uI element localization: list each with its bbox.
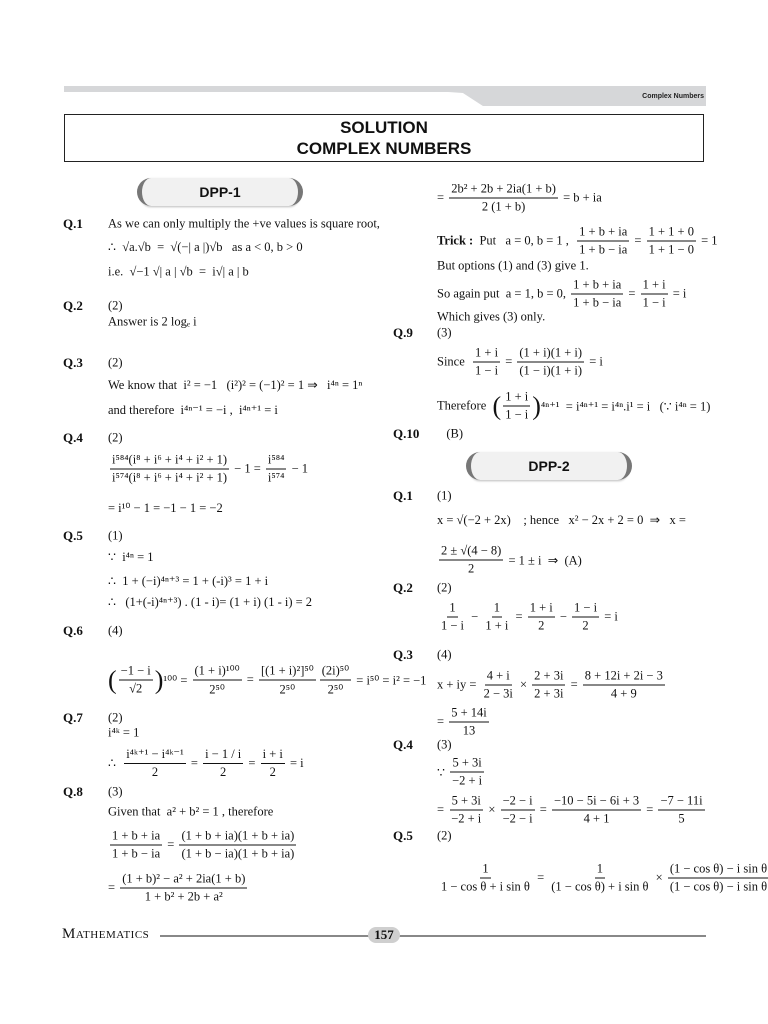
- footer-subject: Mathematics: [62, 926, 150, 942]
- solution-line: [108, 239, 303, 255]
- fraction: [483, 601, 510, 634]
- math-text: (3): [108, 784, 123, 799]
- solution-line: [108, 500, 223, 516]
- solution-line: [108, 217, 380, 232]
- math-text: ×: [652, 870, 666, 885]
- math-text: But options (1) and (3) give 1.: [437, 258, 589, 273]
- math-text: Which gives (3) only.: [437, 309, 546, 324]
- fraction-numerator: 1 + i: [503, 390, 530, 407]
- math-text: =: [164, 837, 178, 852]
- math-text: So again put a = 1, b = 0,: [437, 286, 570, 301]
- math-text: Put a = 0, b = 1 ,: [473, 233, 576, 248]
- question-label: Q.6: [63, 623, 83, 638]
- math-text: = i: [601, 609, 618, 624]
- fraction: [528, 601, 555, 634]
- fraction: [439, 601, 466, 634]
- question-label: Q.1: [393, 488, 413, 503]
- fraction-denominator: √2: [129, 681, 143, 696]
- parenthesis: (: [108, 665, 117, 694]
- dpp-2-heading: DPP-2: [470, 452, 628, 480]
- fraction-numerator: (2i)⁵⁰: [320, 663, 351, 681]
- fraction: [110, 453, 229, 486]
- fraction-numerator: 8 + 12i + 2i − 3: [583, 669, 665, 686]
- math-text: Answer is 2 logₑ i: [108, 314, 197, 329]
- math-text: =: [243, 672, 257, 687]
- math-text: (2): [108, 355, 123, 370]
- math-text: (4): [108, 623, 123, 638]
- fraction-numerator: 4 + i: [485, 669, 512, 686]
- fraction-denominator: 1 + i: [485, 618, 509, 633]
- fraction-numerator: i − 1 / i: [203, 747, 243, 764]
- question-label: Q.1: [63, 216, 83, 231]
- math-text: ⁴ⁿ⁺¹ = i⁴ⁿ⁺¹ = i⁴ⁿ.i¹ = i (∵ i⁴ⁿ = 1): [540, 399, 711, 413]
- solution-line: [437, 259, 589, 274]
- fraction-numerator: −10 − 5i − 6i + 3: [552, 794, 641, 811]
- math-text: = 1 ± i ⇒ (A): [505, 553, 582, 567]
- math-text: (2): [108, 298, 123, 313]
- fraction-numerator: 1: [447, 601, 457, 618]
- fraction-numerator: 5 + 3i: [450, 794, 483, 811]
- fraction: [259, 663, 316, 698]
- solution-line: [108, 453, 308, 486]
- fraction: [517, 346, 584, 379]
- fraction: [552, 794, 641, 827]
- fraction-denominator: 13: [462, 723, 476, 738]
- solution-line: [108, 872, 249, 905]
- math-text: (2): [437, 828, 452, 843]
- solution-line: [437, 669, 667, 702]
- solution-line: [437, 706, 491, 739]
- solution-line: [108, 549, 154, 565]
- fraction-numerator: 1 + b + ia: [571, 278, 623, 295]
- parenthesis: ): [532, 391, 541, 420]
- fraction-numerator: 5 + 14i: [449, 706, 489, 723]
- solution-line: [437, 326, 452, 341]
- fraction: [501, 794, 535, 827]
- question-label: Q.3: [63, 355, 83, 370]
- fraction: [120, 872, 247, 905]
- fraction-denominator: (1 + b − ia)(1 + b + ia): [181, 846, 295, 861]
- math-text: =: [437, 190, 448, 205]
- solution-line: [108, 265, 249, 280]
- math-text: =: [625, 286, 639, 301]
- math-text: (2): [108, 430, 123, 445]
- fraction-denominator: i⁵⁷⁴(i⁸ + i⁶ + i⁴ + i² + 1): [112, 470, 228, 485]
- math-text: = 1: [697, 233, 718, 248]
- question-label: Q.7: [63, 710, 83, 725]
- fraction: [266, 453, 287, 486]
- fraction-denominator: 1 − i: [475, 363, 499, 378]
- fraction: [179, 829, 296, 862]
- math-text: ∴ (1+(-i)⁴ⁿ⁺³) . (1 - i)= (1 + i) (1 - i) = 2: [108, 595, 313, 609]
- math-text: = i: [586, 354, 603, 369]
- math-text: and therefore i⁴ⁿ⁻¹ = −i , i⁴ⁿ⁺¹ = i: [108, 403, 278, 417]
- solution-line: [108, 805, 273, 820]
- math-text: =: [187, 755, 202, 770]
- fraction: [482, 669, 515, 702]
- fraction-numerator: 1 + i: [641, 278, 668, 295]
- fraction-numerator: 1 + i: [528, 601, 555, 618]
- fraction-denominator: 5: [678, 811, 685, 826]
- page-title: [64, 114, 704, 162]
- math-text: i.e. √−1 √| a | √b = i√| a | b: [108, 264, 249, 279]
- fraction-numerator: i⁵⁸⁴(i⁸ + i⁶ + i⁴ + i² + 1): [110, 453, 229, 470]
- fraction-denominator: 1 + b² + 2b + a²: [144, 889, 223, 904]
- math-text: =: [533, 870, 548, 885]
- fraction-denominator: i⁵⁷⁴: [267, 470, 285, 485]
- fraction-numerator: i⁴ᵏ⁺¹ − i⁴ᵏ⁻¹: [124, 746, 186, 764]
- fraction-denominator: 2 − 3i: [483, 686, 513, 701]
- fraction-denominator: 2: [582, 618, 589, 633]
- fraction: [203, 747, 243, 780]
- fraction-denominator: 1 + b − ia: [112, 846, 161, 861]
- math-text: = b + ia: [559, 190, 602, 205]
- fraction: [668, 862, 768, 895]
- solution-line: [108, 315, 197, 330]
- fraction-denominator: 2⁵⁰: [209, 682, 225, 697]
- math-text: − 1 =: [231, 461, 264, 476]
- fraction: [572, 601, 599, 634]
- fraction-denominator: (1 − i)(1 + i): [519, 363, 583, 378]
- fraction-denominator: 2: [468, 561, 475, 576]
- fraction-numerator: 1 + b + ia: [110, 829, 162, 846]
- question-label: Q.5: [63, 528, 83, 543]
- fraction: [583, 669, 665, 702]
- math-text: −: [468, 609, 482, 624]
- math-text: = i: [669, 286, 687, 301]
- fraction-numerator: 1 + i: [473, 346, 500, 363]
- fraction-denominator: 2: [220, 764, 227, 779]
- fraction: [439, 862, 532, 895]
- header-topic: Complex Numbers: [642, 93, 704, 100]
- math-text: ∵: [437, 765, 449, 779]
- fraction-denominator: −2 + i: [452, 773, 483, 788]
- solution-line: [437, 601, 618, 634]
- fraction: [261, 747, 285, 780]
- fraction-denominator: 2 + 3i: [534, 686, 564, 701]
- solution-line: [108, 594, 312, 610]
- math-text: Given that a² + b² = 1 , therefore: [108, 804, 274, 819]
- parenthesis: (: [492, 391, 502, 420]
- solution-line: [108, 573, 268, 589]
- fraction: [571, 278, 623, 311]
- math-text: (4): [437, 647, 452, 662]
- fraction-denominator: 1 − i: [505, 407, 529, 422]
- fraction-denominator: 4 + 1: [583, 811, 610, 826]
- fraction-numerator: 1 − i: [572, 601, 599, 618]
- math-text: (2): [108, 710, 123, 725]
- fraction: [647, 225, 696, 258]
- fraction: [449, 182, 558, 215]
- solution-line: [108, 356, 123, 371]
- math-text: ∴: [108, 756, 123, 770]
- math-text: As we can only multiply the +ve values is square root,: [108, 216, 380, 231]
- fraction-numerator: (1 + b + ia)(1 + b + ia): [179, 829, 296, 846]
- math-text: =: [108, 880, 119, 895]
- solution-line: [108, 785, 123, 800]
- fraction: [549, 862, 650, 895]
- solution-line: [437, 794, 707, 827]
- fraction-denominator: 1 + b − ia: [579, 242, 628, 257]
- math-text: =: [502, 354, 516, 369]
- math-text: ∴ √a.√b = √(−| a |)√b as a < 0, b > 0: [108, 240, 303, 254]
- solution-line: [437, 182, 602, 215]
- math-text: (3): [437, 737, 452, 752]
- fraction: [450, 756, 484, 789]
- solution-line: [108, 663, 426, 698]
- dpp-1-heading: DPP-1: [141, 178, 299, 206]
- fraction-numerator: −7 − 11i: [658, 794, 704, 811]
- fraction-denominator: 1 + 1 − 0: [648, 242, 694, 257]
- math-text: ¹⁰⁰ =: [163, 673, 191, 687]
- solution-line: [108, 299, 123, 314]
- solution-line: [108, 431, 123, 446]
- fraction: [449, 794, 483, 827]
- fraction-numerator: i + i: [261, 747, 285, 764]
- math-text: =: [536, 802, 550, 817]
- fraction-denominator: 2⁵⁰: [327, 682, 344, 697]
- solution-line: [437, 427, 463, 442]
- math-text: ×: [516, 677, 531, 692]
- title-line-1: SOLUTION: [340, 118, 428, 137]
- page-number: 157: [368, 927, 400, 943]
- math-text: Since: [437, 354, 472, 369]
- fraction-numerator: (1 + i)¹⁰⁰: [193, 663, 242, 681]
- math-text: =: [437, 714, 448, 729]
- question-label: Q.5: [393, 828, 413, 843]
- fraction: [439, 544, 503, 577]
- math-text: =: [631, 233, 645, 248]
- footer-divider: [160, 935, 706, 937]
- solution-line: [108, 829, 298, 862]
- fraction-denominator: 1 + b − ia: [573, 295, 622, 310]
- fraction-numerator: 1 + 1 + 0: [647, 225, 696, 242]
- fraction-denominator: 2: [151, 765, 159, 779]
- math-text: = i⁵⁰ = i² = −1: [353, 673, 427, 687]
- solution-line: [437, 512, 686, 528]
- math-text: −: [556, 609, 571, 624]
- fraction-numerator: 1: [480, 862, 490, 879]
- title-line-2: COMPLEX NUMBERS: [296, 139, 472, 158]
- fraction-numerator: (1 + i)(1 + i): [517, 346, 584, 363]
- question-label: Q.2: [63, 298, 83, 313]
- math-text: =: [567, 677, 581, 692]
- math-text: x = √(−2 + 2x) ; hence x² − 2x + 2 = 0 ⇒ x =: [437, 513, 686, 527]
- fraction-numerator: 1: [492, 601, 502, 618]
- solution-line: [437, 225, 718, 258]
- math-text: ∴ 1 + (−i)⁴ⁿ⁺³ = 1 + (-i)³ = 1 + i: [108, 574, 269, 588]
- solution-line: [437, 278, 686, 311]
- question-label: Q.9: [393, 325, 413, 340]
- fraction-numerator: 2b² + 2b + 2ia(1 + b): [449, 182, 558, 199]
- solution-line: [108, 624, 123, 639]
- fraction-numerator: 2 + 3i: [532, 669, 565, 686]
- fraction: [449, 706, 489, 739]
- solution-line: [437, 489, 452, 504]
- question-label: Q.2: [393, 580, 413, 595]
- math-text: =: [643, 802, 657, 817]
- fraction-numerator: 5 + 3i: [450, 756, 483, 773]
- math-text: = i¹⁰ − 1 = −1 − 1 = −2: [108, 501, 223, 515]
- fraction: [658, 794, 704, 827]
- math-text: ∵ i⁴ⁿ = 1: [108, 550, 154, 564]
- math-text: ×: [485, 802, 499, 817]
- math-text: − 1: [288, 461, 309, 476]
- bold-label: Trick :: [437, 233, 474, 248]
- question-label: Q.8: [63, 784, 83, 799]
- question-label: Q.4: [393, 737, 413, 752]
- solution-line: [437, 829, 452, 844]
- solution-line: [437, 648, 452, 663]
- fraction: [473, 346, 500, 379]
- math-text: =: [245, 755, 259, 770]
- solution-line: [108, 711, 123, 726]
- math-text: x + iy =: [437, 677, 480, 692]
- solution-line: [108, 726, 139, 741]
- question-label: Q.4: [63, 430, 83, 445]
- fraction-denominator: 2 (1 + b): [481, 199, 526, 214]
- fraction-numerator: 1 + b + ia: [577, 225, 629, 242]
- fraction-denominator: −2 + i: [451, 811, 482, 826]
- fraction-numerator: [(1 + i)²]⁵⁰: [259, 663, 316, 681]
- fraction-denominator: 2⁵⁰: [279, 682, 296, 697]
- fraction-numerator: i⁵⁸⁴: [266, 453, 287, 470]
- fraction-denominator: 1 − cos θ + i sin θ: [441, 879, 530, 894]
- fraction-numerator: 2 ± √(4 − 8): [439, 544, 503, 561]
- fraction-numerator: 1: [595, 862, 605, 879]
- fraction-denominator: −2 − i: [502, 811, 533, 826]
- math-text: =: [437, 802, 448, 817]
- fraction-denominator: 1 − i: [642, 295, 666, 310]
- math-text: = i: [286, 755, 304, 770]
- fraction: [641, 278, 668, 311]
- fraction-numerator: (1 + b)² − a² + 2ia(1 + b): [120, 872, 247, 889]
- solution-line: [437, 310, 545, 325]
- fraction-denominator: (1 − cos θ) + i sin θ: [551, 879, 649, 894]
- fraction-denominator: 4 + 9: [610, 686, 637, 701]
- fraction-numerator: −1 − i: [119, 664, 153, 681]
- math-text: i⁴ᵏ = 1: [108, 725, 140, 740]
- fraction-denominator: 1 − i: [441, 618, 465, 633]
- question-label: Q.10: [393, 426, 420, 441]
- solution-line: [437, 756, 486, 789]
- math-text: (1): [437, 488, 452, 503]
- fraction: [320, 663, 351, 698]
- fraction: [110, 829, 162, 862]
- solution-line: [108, 402, 278, 418]
- solution-line: [437, 390, 710, 423]
- solution-line: [108, 529, 123, 544]
- math-text: (2): [437, 580, 452, 595]
- fraction-denominator: (1 − cos θ) − i sin θ: [669, 879, 768, 894]
- solution-line: [437, 346, 603, 379]
- question-label: Q.3: [393, 647, 413, 662]
- solution-line: [437, 738, 452, 753]
- fraction: [119, 664, 153, 697]
- fraction: [193, 663, 242, 698]
- fraction-denominator: 2: [269, 764, 276, 779]
- fraction-numerator: −2 − i: [501, 794, 535, 811]
- fraction: [577, 225, 629, 258]
- math-text: (3): [437, 325, 452, 340]
- math-text: We know that i² = −1 (i²)² = (−1)² = 1 ⇒ i⁴ⁿ = 1ⁿ: [108, 378, 363, 392]
- math-text: (1): [108, 528, 123, 543]
- fraction: [124, 746, 186, 780]
- fraction-numerator: (1 − cos θ) − i sin θ: [668, 862, 768, 879]
- fraction: [532, 669, 565, 702]
- math-text: Therefore: [437, 398, 493, 413]
- math-text: =: [512, 609, 526, 624]
- fraction-denominator: 2: [538, 618, 545, 633]
- solution-line: [437, 581, 452, 596]
- solution-line: [437, 862, 768, 895]
- solution-line: [108, 377, 362, 393]
- parenthesis: ): [154, 665, 164, 694]
- math-text: (B): [437, 426, 464, 441]
- solution-line: [437, 544, 582, 577]
- fraction: [503, 390, 530, 423]
- solution-line: [108, 746, 304, 780]
